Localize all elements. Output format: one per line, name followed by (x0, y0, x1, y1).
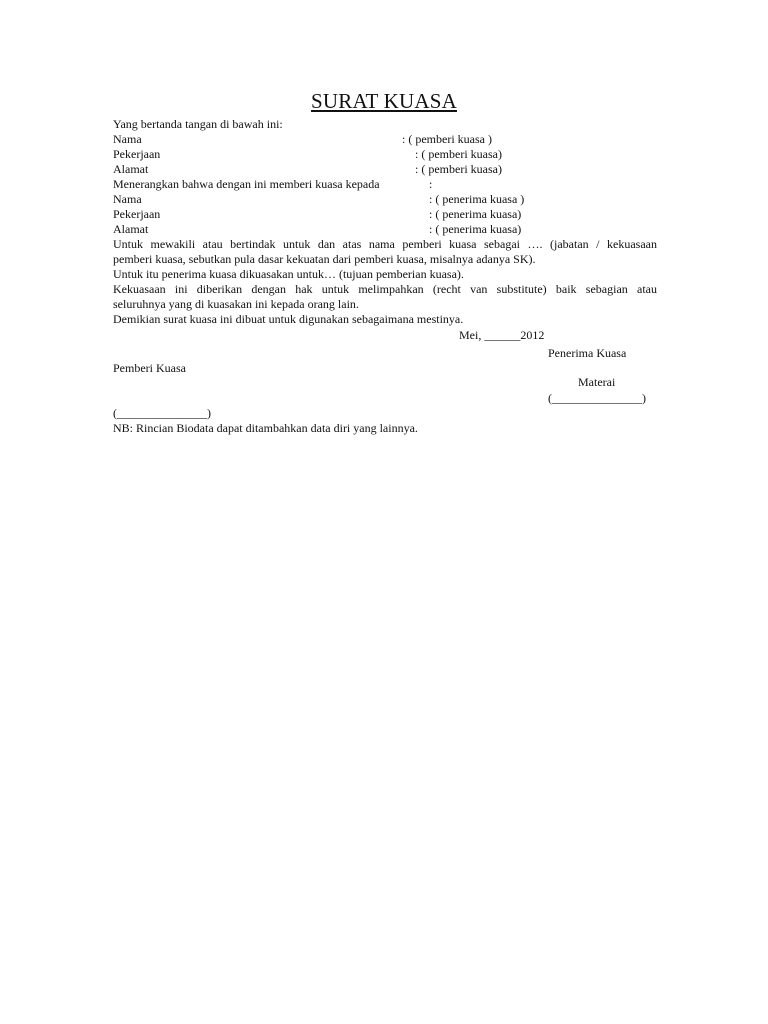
field-value: : ( penerima kuasa) (429, 222, 522, 236)
field-label: Alamat (113, 222, 149, 236)
field-value: : ( penerima kuasa ) (429, 192, 525, 206)
pemberi-nama-row (113, 132, 657, 147)
document-title: SURAT KUASA (311, 89, 457, 113)
penerima-alamat-row (113, 222, 657, 237)
letter-body (113, 117, 657, 327)
signature-line-right: (_______________) (548, 391, 646, 405)
pemberi-kuasa-label: Pemberi Kuasa (113, 361, 186, 375)
penerima-pekerjaan-row (113, 207, 657, 222)
field-label: Pekerjaan (113, 207, 161, 221)
paragraph-line: Kekuasaan ini diberikan dengan hak untuk melimpahkan (recht van substitute) baik sebagian atau (113, 282, 657, 296)
intro-line (113, 117, 657, 132)
paragraph-kekuasaan (113, 282, 657, 312)
menerangkan-text: Menerangkan bahwa dengan ini memberi kuasa kepada (113, 177, 380, 191)
field-value: : ( pemberi kuasa) (415, 162, 502, 176)
field-value: : ( pemberi kuasa ) (402, 132, 492, 146)
field-label: Nama (113, 192, 142, 206)
field-value: : ( pemberi kuasa) (415, 147, 502, 161)
field-value: : ( penerima kuasa) (429, 207, 522, 221)
materai-label: Materai (578, 375, 616, 389)
date-line: Mei, ______2012 (459, 328, 545, 342)
field-label: Pekerjaan (113, 147, 161, 161)
penerima-nama-row (113, 192, 657, 207)
paragraph-tujuan: Untuk itu penerima kuasa dikuasakan untuk… (tujuan pemberian kuasa). (113, 267, 464, 281)
field-label: Nama (113, 132, 142, 146)
menerangkan-row (113, 177, 657, 192)
paragraph-mewakili (113, 237, 657, 267)
menerangkan-colon: : (429, 177, 433, 191)
intro-text: Yang bertanda tangan di bawah ini: (113, 117, 283, 131)
nb-note: NB: Rincian Biodata dapat ditambahkan data diri yang lainnya. (113, 421, 418, 435)
pemberi-alamat-row (113, 162, 657, 177)
field-label: Alamat (113, 162, 149, 176)
pemberi-pekerjaan-row (113, 147, 657, 162)
paragraph-line: seluruhnya yang di kuasakan ini kepada orang lain. (113, 297, 359, 311)
signature-line-left: (_______________) (113, 406, 211, 420)
paragraph-line: pemberi kuasa, sebutkan pula dasar kekuatan dari pemberi kuasa, misalnya adanya SK). (113, 252, 536, 266)
paragraph-demikian: Demikian surat kuasa ini dibuat untuk digunakan sebagaimana mestinya. (113, 312, 464, 326)
penerima-kuasa-label: Penerima Kuasa (548, 346, 627, 360)
paragraph-line: Untuk mewakili atau bertindak untuk dan atas nama pemberi kuasa sebagai …. (jabatan / kekuasaan (113, 237, 657, 251)
